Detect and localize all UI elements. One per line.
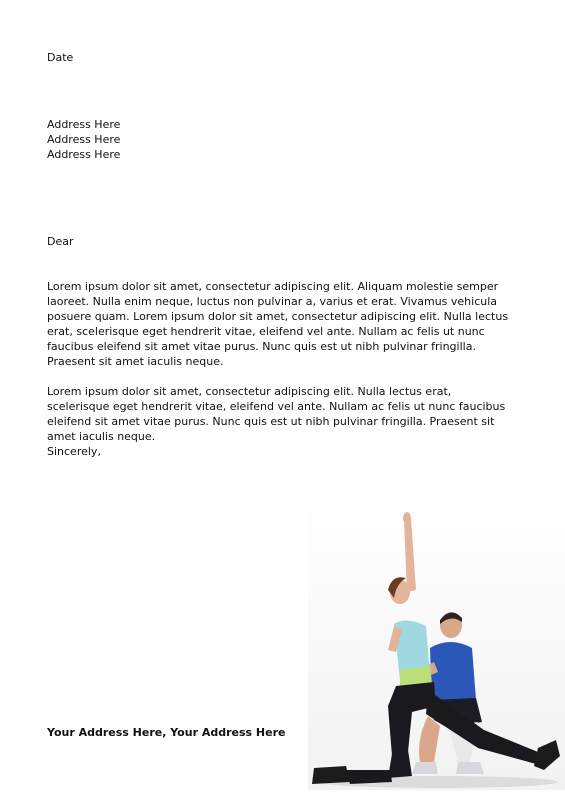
- salutation: Dear: [47, 235, 74, 248]
- body-paragraph: Lorem ipsum dolor sit amet, consectetur adipiscing elit. Aliquam molestie semper laoreet. Nulla enim neque, luctus non pulvinar a, varius et erat. Vivamus vehicula posuere quam. Lorem ipsum dolor sit amet, consectetur adipiscing elit. Nulla lectus erat, scelerisque eget hendrerit vitae, eleifend vel ante. Nullam ac felis ut nunc faucibus eleifend sit amet vitae purus. Nunc quis est ut nibh pulvinar fringilla. Praesent sit amet iaculis neque.: [47, 280, 509, 368]
- recipient-address: [47, 117, 120, 162]
- address-line: Address Here: [47, 133, 121, 146]
- date-label: Date: [47, 51, 74, 64]
- body-paragraph: Lorem ipsum dolor sit amet, consectetur adipiscing elit. Nulla lectus erat, scelerisque eget hendrerit vitae, eleifend vel ante. Nullam ac felis ut nunc faucibus eleifend sit amet vitae purus. Nunc quis est ut nibh pulvinar fringilla. Praesent sit amet iaculis neque.: [47, 385, 506, 443]
- address-line: Address Here: [47, 148, 121, 161]
- address-line: Address Here: [47, 118, 121, 131]
- footer-address: Your Address Here, Your Address Here: [47, 726, 286, 739]
- closing: Sincerely,: [47, 445, 101, 458]
- fitness-trainer-photo: [308, 500, 565, 790]
